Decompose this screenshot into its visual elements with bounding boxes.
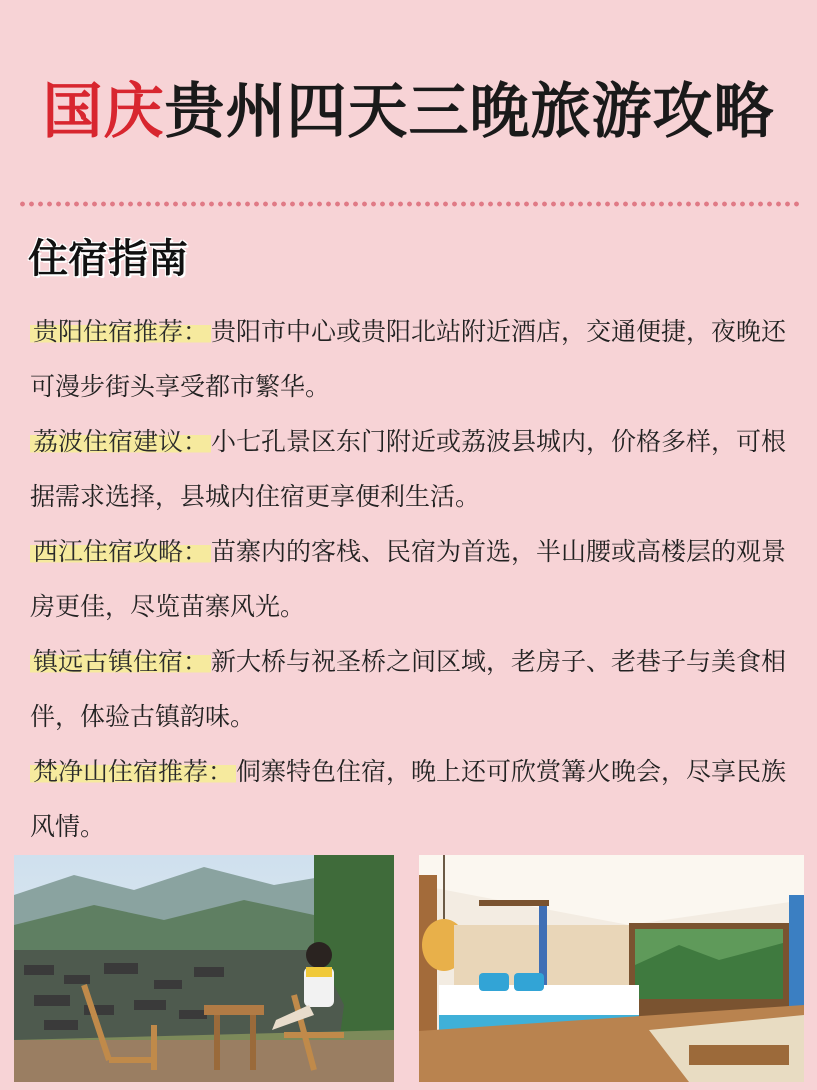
list-item-guiyang: [30, 304, 790, 414]
list-item-zhenyuan: [30, 634, 790, 744]
list-item-fanjingshan: [30, 744, 790, 854]
item-text: 侗寨特色住宿，晚上还可欣赏篝火晚会，尽享民族风情。: [30, 757, 787, 841]
section-title: 住宿指南: [28, 236, 188, 282]
lodging-list: [30, 304, 790, 854]
village-terrace-photo: [14, 855, 394, 1082]
item-label: 荔波住宿建议：: [30, 427, 211, 456]
dotted-divider: [18, 200, 802, 208]
item-text: 贵阳市中心或贵阳北站附近酒店，交通便捷，夜晚还可漫步街头享受都市繁华。: [30, 317, 787, 401]
title-rest: 贵州四天三晚旅游攻略: [164, 77, 775, 147]
item-text: 新大桥与祝圣桥之间区域，老房子、老巷子与美食相伴，体验古镇韵味。: [30, 647, 787, 731]
list-item-xijiang: [30, 524, 790, 634]
item-label: 镇远古镇住宿：: [30, 647, 211, 676]
list-item-libo: [30, 414, 790, 524]
item-label: 贵阳住宿推荐：: [30, 317, 211, 346]
item-label: 梵净山住宿推荐：: [30, 757, 236, 786]
item-text: 苗寨内的客栈、民宿为首选，半山腰或高楼层的观景房更佳，尽览苗寨风光。: [30, 537, 787, 621]
page-title: [0, 72, 817, 152]
photo-row: [14, 855, 804, 1082]
hotel-room-photo: [419, 855, 804, 1082]
item-label: 西江住宿攻略：: [30, 537, 211, 566]
item-text: 小七孔景区东门附近或荔波县城内，价格多样，可根据需求选择，县城内住宿更享便利生活。: [30, 427, 787, 511]
title-highlight: 国庆: [42, 77, 165, 147]
